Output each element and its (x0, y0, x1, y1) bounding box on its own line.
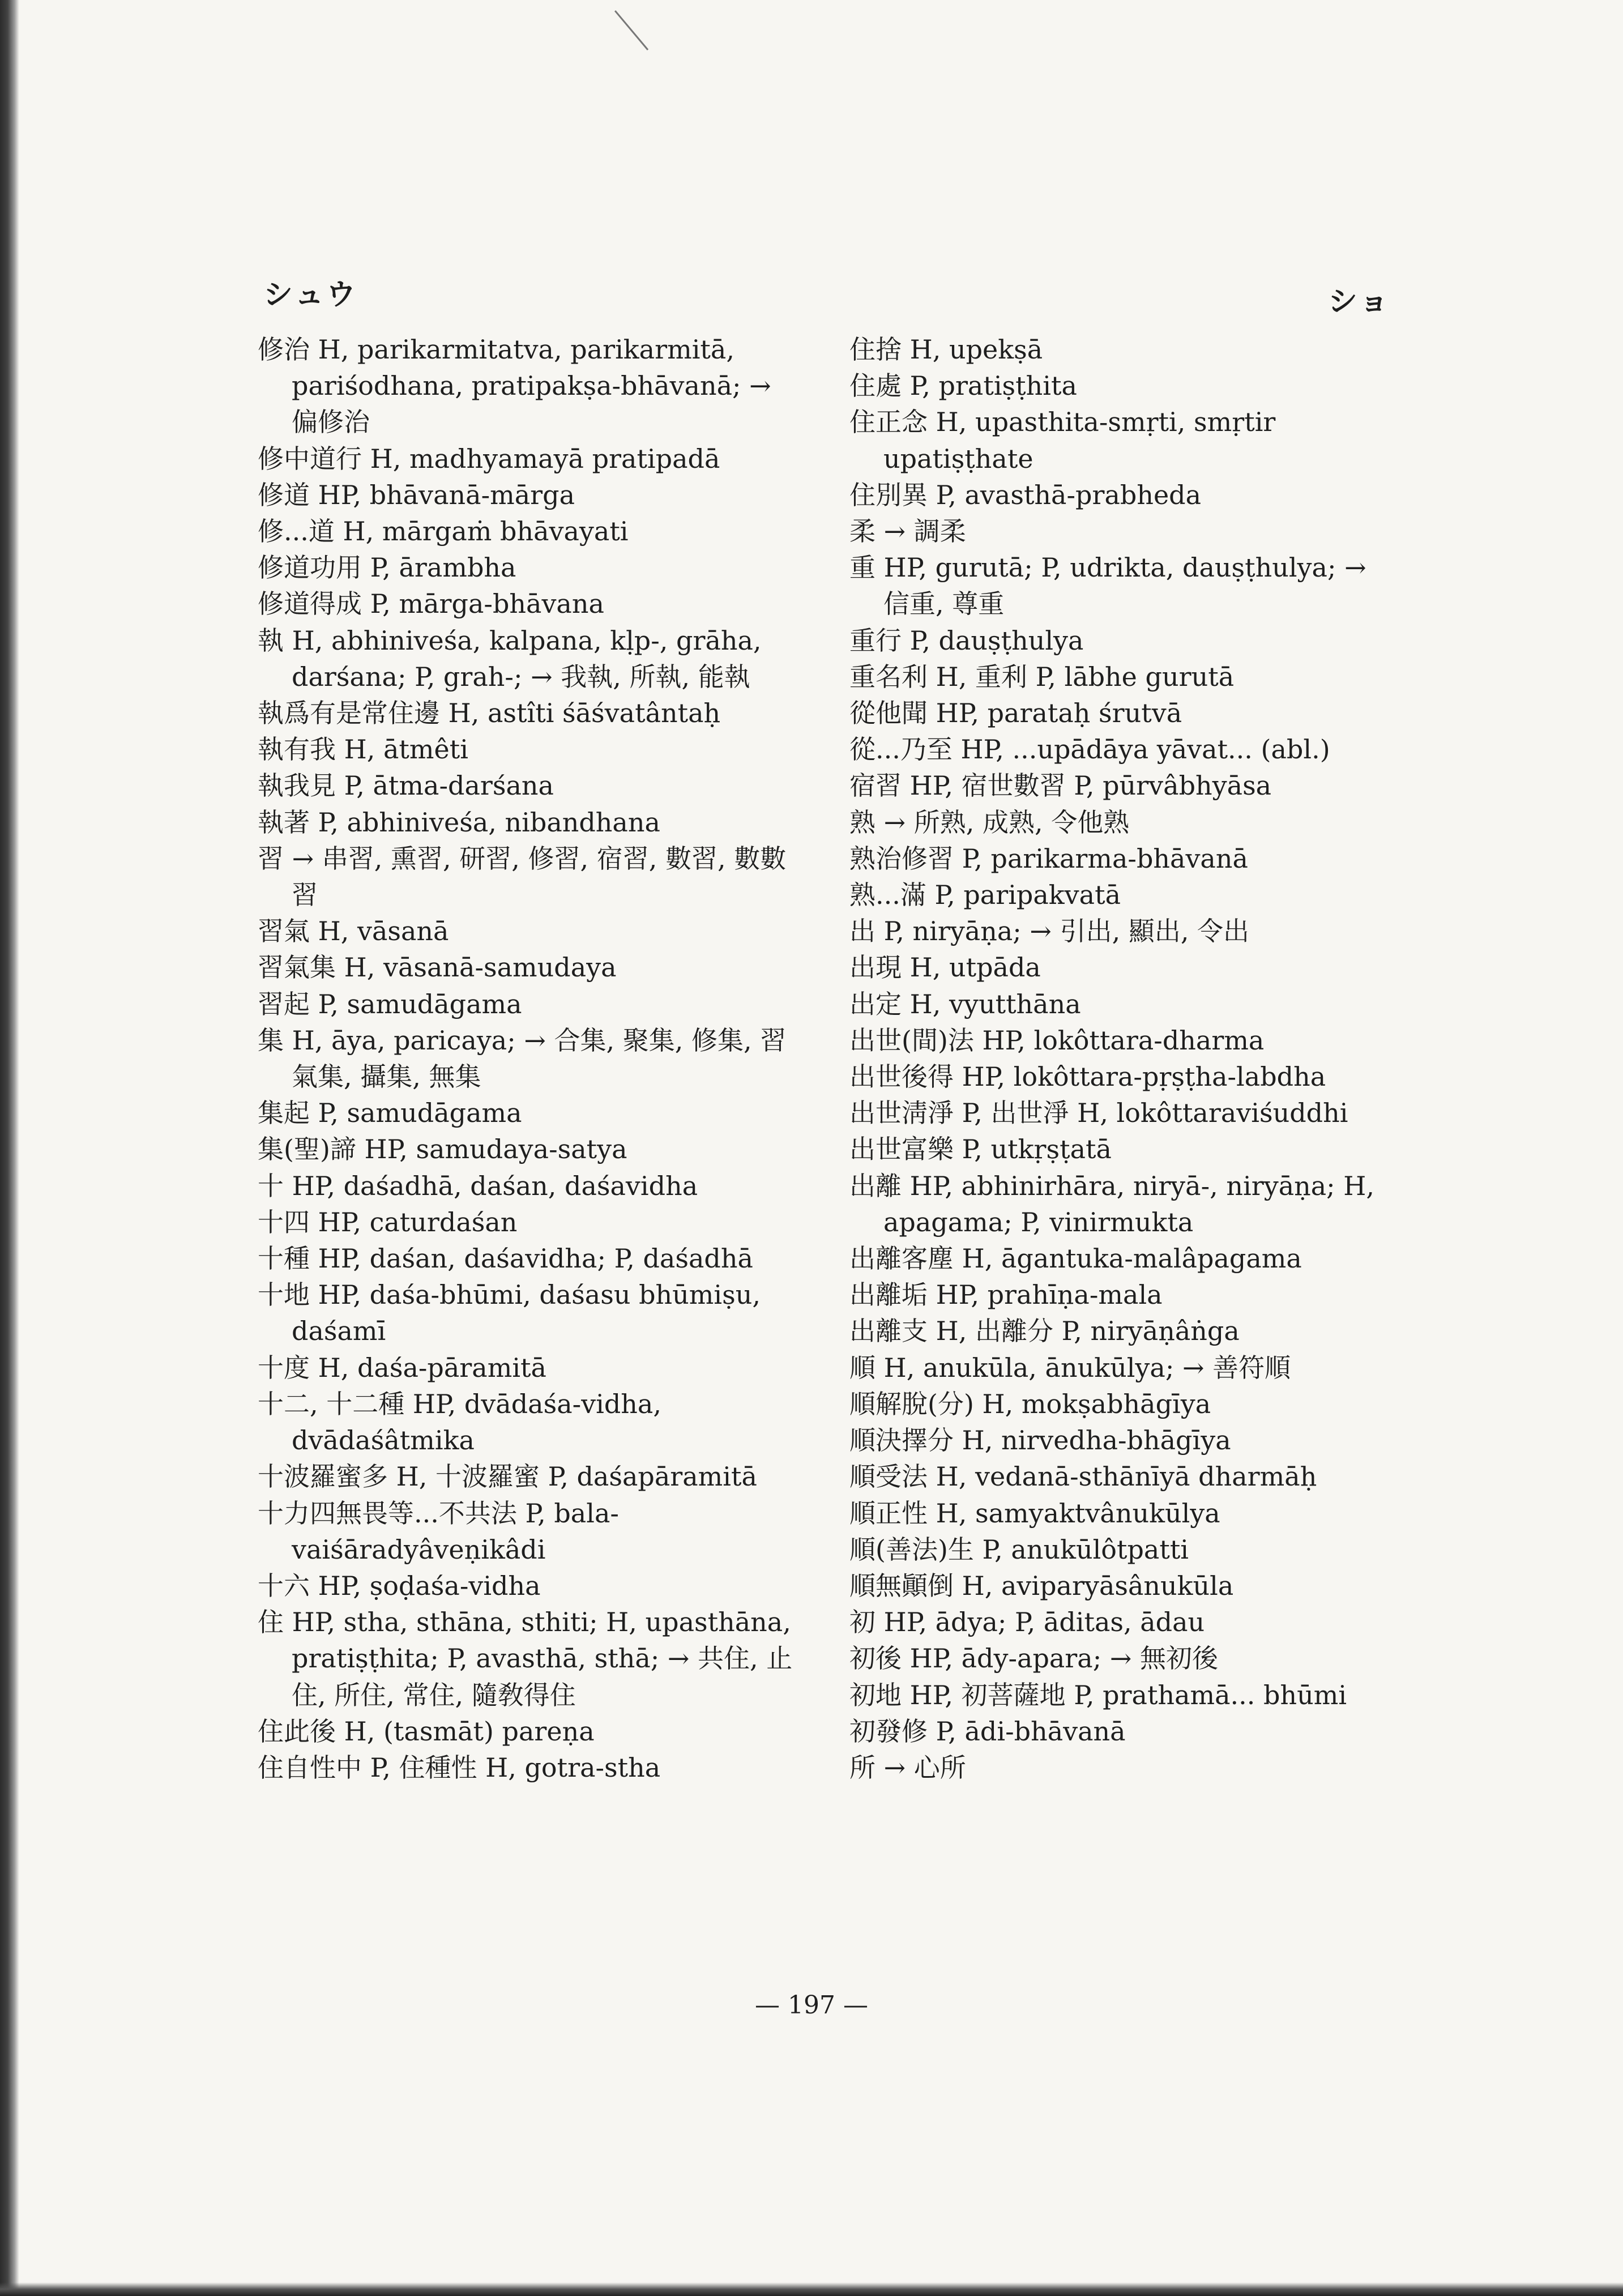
dictionary-entry: 出離垢 HP, prahīṇa-mala (849, 1279, 1163, 1311)
dictionary-entry: 集起 P, samudāgama (258, 1098, 522, 1129)
dictionary-entry: 集(聖)諦 HP, samudaya-satya (258, 1134, 627, 1165)
dictionary-entry: 初發修 P, ādi-bhāvanā (849, 1715, 1126, 1747)
scan-mark (614, 10, 648, 50)
dictionary-entry: 執著 P, abhiniveśa, nibandhana (258, 806, 660, 838)
dictionary-entry: 出現 H, utpāda (849, 952, 1041, 983)
dictionary-entry: 十 HP, daśadhā, daśan, daśavidha (258, 1170, 698, 1201)
dictionary-entry: 從...乃至 HP, ...upādāya yāvat... (abl.) (849, 734, 1330, 765)
dictionary-entry: 執我見 P, ātma-darśana (258, 770, 554, 801)
dictionary-entry: 十六 HP, ṣoḍaśa-vidha (258, 1570, 541, 1601)
dictionary-entry: 執有我 H, ātmêti (258, 734, 468, 765)
dictionary-entry: 出定 H, vyutthāna (849, 988, 1081, 1019)
dictionary-entry: 熟 → 所熟, 成熟, 令他熟 (849, 806, 1130, 838)
dictionary-entry: 出 P, niryāṇa; → 引出, 顯出, 令出 (849, 916, 1250, 947)
dictionary-entry: 初 HP, ādya; P, āditas, ādau (849, 1607, 1205, 1638)
dictionary-entry: 出世(間)法 HP, lokôttara-dharma (849, 1025, 1265, 1056)
dictionary-entry: 出離客塵 H, āgantuka-malâpagama (849, 1243, 1302, 1274)
dictionary-entry: 十力四無畏等...不共法 P, bala-vaiśāradyâveṇikâdi (258, 1497, 619, 1565)
dictionary-entry: 修道功用 P, ārambha (258, 552, 516, 583)
running-header-right: ショ (1328, 285, 1391, 319)
dictionary-entry: 出世淸淨 P, 出世淨 H, lokôttaraviśuddhi (849, 1098, 1348, 1129)
running-header-left: シュウ (263, 278, 358, 312)
dictionary-entry: 出世富樂 P, utkṛṣṭatā (849, 1134, 1112, 1165)
dictionary-entry: 初後 HP, ādy-apara; → 無初後 (849, 1643, 1219, 1674)
scan-edge-left (0, 0, 19, 2296)
dictionary-entry: 住正念 H, upasthita-smṛti, smṛtir upatiṣṭhate (849, 407, 1276, 474)
dictionary-entry: 重行 P, dauṣṭhulya (849, 625, 1084, 656)
dictionary-entry: 住別異 P, avasthā-prabheda (849, 479, 1202, 510)
left-column (258, 331, 801, 1786)
dictionary-entry: 修道 HP, bhāvanā-mārga (258, 479, 575, 510)
dictionary-entry: 重 HP, gurutā; P, udrikta, dauṣṭhulya; → 信重, 尊重 (849, 552, 1366, 620)
dictionary-entry: 十度 H, daśa-pāramitā (258, 1352, 546, 1383)
dictionary-entry: 修中道行 H, madhyamayā pratipadā (258, 443, 720, 474)
dictionary-entry: 十波羅蜜多 H, 十波羅蜜 P, daśapāramitā (258, 1461, 757, 1492)
dictionary-entry: 順無顚倒 H, aviparyāsânukūla (849, 1570, 1234, 1601)
dictionary-entry: 修道得成 P, mārga-bhāvana (258, 588, 604, 620)
dictionary-entry: 順受法 H, vedanā-sthānīyā dharmāḥ (849, 1461, 1317, 1492)
dictionary-entry: 執 H, abhiniveśa, kalpana, kḷp-, grāha, darśana; P, grah-; → 我執, 所執, 能執 (258, 625, 762, 692)
dictionary-entry: 順 H, anukūla, ānukūlya; → 善符順 (849, 1352, 1291, 1383)
dictionary-entry: 住 HP, stha, sthāna, sthiti; H, upasthāna, pratiṣṭhita; P, avasthā, sthā; → 共住, 止住, 所住, 常住, 隨敎得住 (258, 1607, 793, 1710)
dictionary-entry: 熟治修習 P, parikarma-bhāvanā (849, 843, 1248, 874)
dictionary-entry: 順正性 H, samyaktvânukūlya (849, 1497, 1220, 1529)
dictionary-entry: 順(善法)生 P, anukūlôtpatti (849, 1534, 1189, 1565)
dictionary-entry: 住自性中 P, 住種性 H, gotra-stha (258, 1752, 661, 1783)
dictionary-entry: 執爲有是常住邊 H, astîti śāśvatântaḥ (258, 698, 721, 729)
dictionary-entry: 從他聞 HP, parataḥ śrutvā (849, 698, 1182, 729)
dictionary-entry: 宿習 HP, 宿世數習 P, pūrvâbhyāsa (849, 770, 1272, 801)
page-number: — 197 — (755, 1991, 868, 2020)
dictionary-entry: 習氣集 H, vāsanā-samudaya (258, 952, 617, 983)
dictionary-entry: 熟...滿 P, paripakvatā (849, 880, 1121, 911)
dictionary-entry: 集 H, āya, paricaya; → 合集, 聚集, 修集, 習氣集, 攝集, 無集 (258, 1025, 787, 1092)
dictionary-entry: 出離 HP, abhinirhāra, niryā-, niryāṇa; H, apagama; P, vinirmukta (849, 1170, 1375, 1237)
dictionary-entry: 習起 P, samudāgama (258, 988, 522, 1019)
dictionary-entry: 十種 HP, daśan, daśavidha; P, daśadhā (258, 1243, 753, 1274)
dictionary-entry: 習 → 串習, 熏習, 研習, 修習, 宿習, 數習, 數數習 (258, 843, 787, 911)
dictionary-entry: 修...道 H, mārgaṁ bhāvayati (258, 516, 629, 547)
dictionary-entry: 順決擇分 H, nirvedha-bhāgīya (849, 1425, 1231, 1456)
dictionary-entry: 所 → 心所 (849, 1752, 966, 1783)
scan-edge-bottom (0, 2282, 1623, 2296)
dictionary-entry: 習氣 H, vāsanā (258, 916, 449, 947)
dictionary-entry: 十二, 十二種 HP, dvādaśa-vidha, dvādaśâtmika (258, 1388, 661, 1456)
dictionary-entry: 修治 H, parikarmitatva, parikarmitā, pariśodhana, pratipakṣa-bhāvanā; → 偏修治 (258, 334, 771, 438)
dictionary-entry: 住此後 H, (tasmāt) pareṇa (258, 1715, 595, 1747)
right-column (849, 331, 1393, 1786)
dictionary-entry: 初地 HP, 初菩薩地 P, prathamā... bhūmi (849, 1679, 1347, 1710)
dictionary-entry: 重名利 H, 重利 P, lābhe gurutā (849, 661, 1235, 692)
dictionary-entry: 順解脫(分) H, mokṣabhāgīya (849, 1388, 1211, 1419)
dictionary-entry: 出世後得 HP, lokôttara-pṛṣṭha-labdha (849, 1061, 1326, 1092)
dictionary-entry: 住捨 H, upekṣā (849, 334, 1043, 365)
dictionary-entry: 住處 P, pratiṣṭhita (849, 370, 1077, 402)
dictionary-entry: 十四 HP, caturdaśan (258, 1206, 518, 1237)
dictionary-entry: 出離支 H, 出離分 P, niryāṇâṅga (849, 1316, 1240, 1347)
dictionary-entry: 十地 HP, daśa-bhūmi, daśasu bhūmiṣu, daśamī (258, 1279, 761, 1347)
dictionary-entry: 柔 → 調柔 (849, 516, 966, 547)
